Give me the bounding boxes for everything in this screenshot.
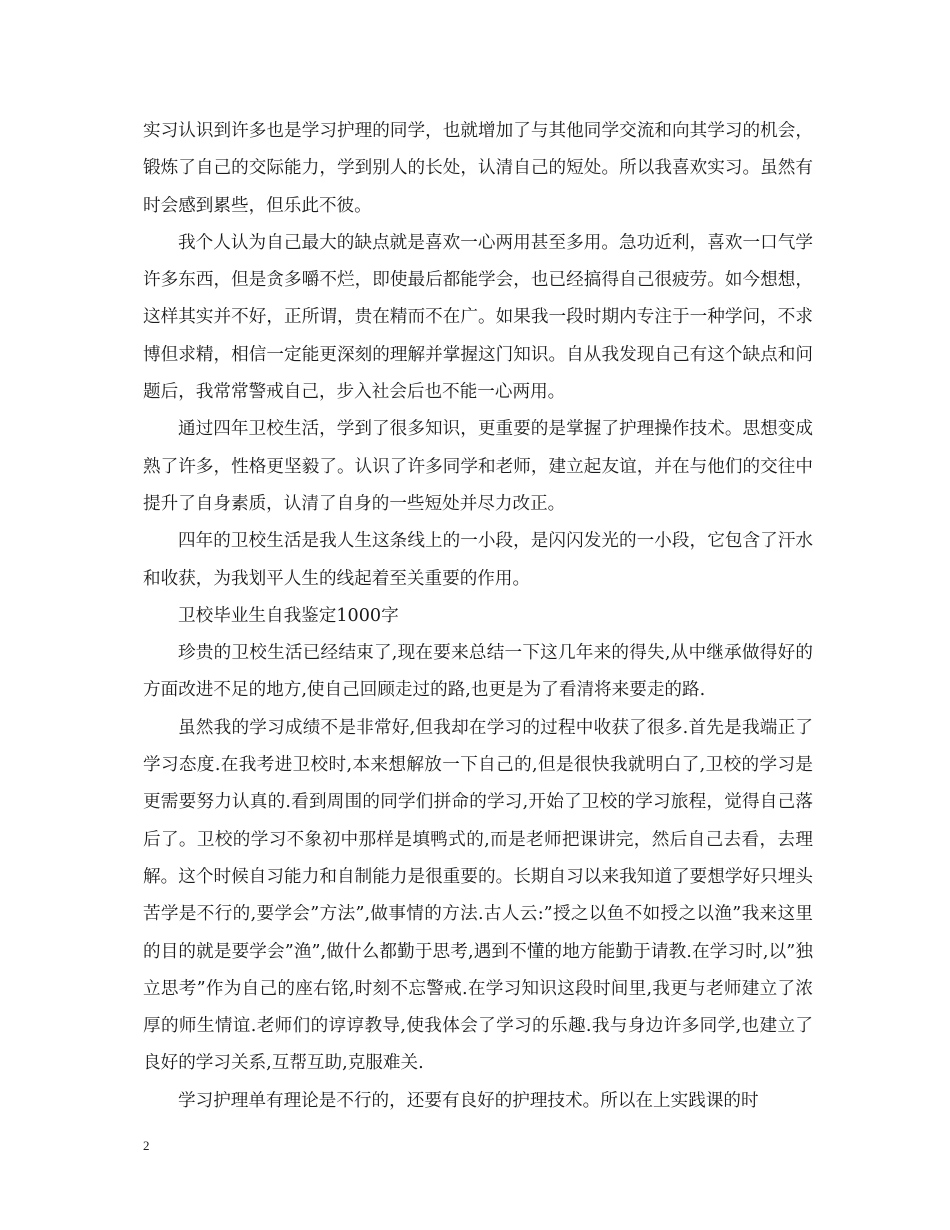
paragraph-weakness: 我个人认为自己最大的缺点就是喜欢一心两用甚至多用。急功近利，喜欢一口气学许多东西，但是贪多嚼不烂，即使最后都能学会，也已经搞得自己很疲劳。如今想想，这样其实并不好，正所谓，贵在精而不在广。如果我一段时期内专注于一种学问，不求博但求精，相信一定能更深刻的理解并掌握这门知识。自从我发现自己有这个缺点和问题后，我常常警戒自己，步入社会后也不能一心两用。 — [143, 232, 813, 403]
paragraph-study-attitude: 虽然我的学习成绩不是非常好,但我却在学习的过程中收获了很多.首先是我端正了学习态度.在我考进卫校时,本来想解放一下自己的,但是很快我就明白了,卫校的学习是更需要努力认真的.看到周围的同学们拼命的学习,开始了卫校的学习旅程，觉得自己落后了。卫校的学习不象初中那样是填鸭式的,而是老师把课讲完，然后自己去看，去理解。这个时候自习能力和自制能力是很重要的。长期自习以来我知道了要想学好只埋头苦学是不行的,要学会”方法”,做事情的方法.古人云:”授之以鱼不如授之以渔”我来这里的目的就是要学会”渔”,做什么都勤于思考,遇到不懂的地方能勤于请教.在学习时,以”独立思考”作为自己的座右铭,时刻不忘警戒.在学习知识这段时间里,我更与老师建立了浓厚的师生情谊.老师们的谆谆教导,使我体会了学习的乐趣.我与身边许多同学,也建立了良好的学习关系,互帮互助,克服难关. — [143, 717, 813, 1074]
paragraph-nursing-skills: 学习护理单有理论是不行的，还要有良好的护理技术。所以在上实践课的时 — [178, 1090, 759, 1111]
document-body — [143, 113, 813, 1120]
paragraph-internship-continuation: 实习认识到许多也是学习护理的同学，也就增加了与其他同学交流和向其学习的机会，锻炼了自己的交际能力，学到别人的长处，认清自己的短处。所以我喜欢实习。虽然有时会感到累些，但乐此不彼。 — [143, 121, 813, 216]
page-number: 2 — [143, 1138, 150, 1153]
section-heading: 卫校毕业生自我鉴定1000字 — [178, 605, 399, 626]
paragraph-summary-intro: 珍贵的卫校生活已经结束了,现在要来总结一下这几年来的得失,从中继承做得好的方面改进不足的地方,使自己回顾走过的路,也更是为了看清将来要走的路. — [143, 643, 813, 701]
paragraph-life-segment: 四年的卫校生活是我人生这条线上的一小段，是闪闪发光的一小段，它包含了汗水和收获，为我划平人生的线起着至关重要的作用。 — [143, 531, 813, 589]
paragraph-four-years-growth: 通过四年卫校生活，学到了很多知识，更重要的是掌握了护理操作技术。思想变成熟了许多，性格更坚毅了。认识了许多同学和老师，建立起友谊，并在与他们的交往中提升了自身素质，认清了自身的一些短处并尽力改正。 — [143, 419, 813, 514]
